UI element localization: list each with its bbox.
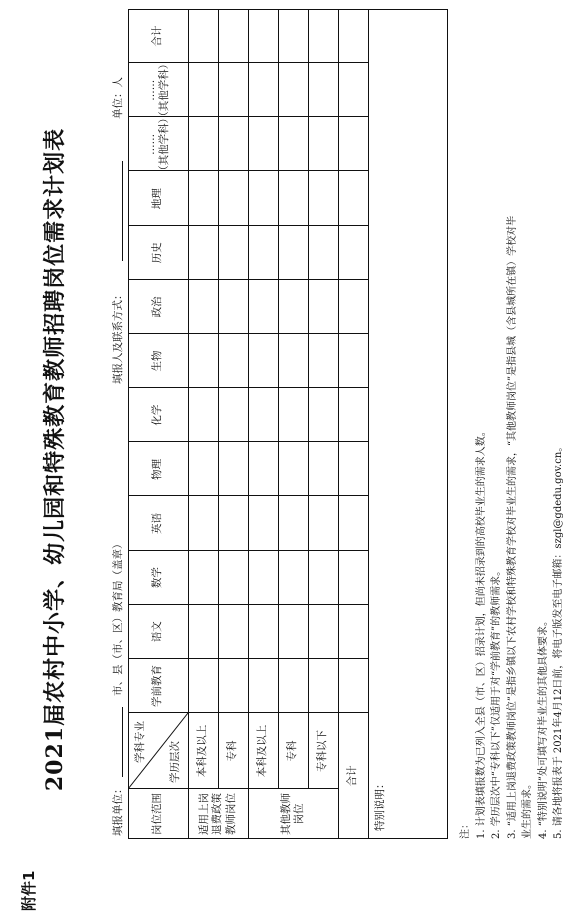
data-cell[interactable]: [338, 496, 368, 550]
header-subject: 化学: [151, 404, 164, 426]
data-cell[interactable]: [218, 659, 248, 713]
data-cell[interactable]: [188, 171, 218, 225]
data-cell[interactable]: [218, 334, 248, 388]
data-cell[interactable]: [278, 280, 308, 334]
data-cell[interactable]: [278, 605, 308, 659]
page-title: 2021届农村中小学、幼儿园和特殊教育教师招聘岗位需求计划表: [42, 127, 68, 792]
header-subject: 数学: [151, 567, 164, 589]
data-cell[interactable]: [308, 171, 338, 225]
level-label: 专科: [286, 740, 299, 762]
data-cell[interactable]: [188, 117, 218, 171]
data-cell[interactable]: [338, 605, 368, 659]
data-cell[interactable]: [218, 605, 248, 659]
header-subject: 历史: [151, 242, 164, 264]
data-cell[interactable]: [188, 280, 218, 334]
total-label: 合计: [346, 765, 359, 787]
header-subject: 地理: [151, 188, 164, 210]
header-subject: 生物: [151, 350, 164, 372]
header-scope: 岗位范围: [151, 793, 164, 835]
demand-table: [128, 9, 448, 839]
data-cell[interactable]: [278, 63, 308, 117]
note-item: 2. 学历层次中“专科以下”仅适用于对“学前教育”的教师需求。: [491, 565, 502, 839]
contact-blank[interactable]: [122, 161, 123, 261]
data-cell[interactable]: [188, 334, 218, 388]
data-cell[interactable]: [248, 226, 278, 280]
note-item: 3. “适用上岗退费政策教师岗位”是指乡镇以下农村学校和特殊教育学校对毕业生的需求，“其他教师岗位”是指县城（含县城所在镇）学校对毕: [506, 215, 518, 839]
data-cell[interactable]: [248, 334, 278, 388]
data-cell[interactable]: [218, 388, 248, 442]
data-cell[interactable]: [338, 9, 368, 63]
unit-label: 单位：人: [112, 77, 124, 119]
header-subject: …… （其他学科）: [144, 58, 170, 122]
header-subject: 合计: [151, 25, 164, 47]
data-cell[interactable]: [338, 334, 368, 388]
data-cell[interactable]: [308, 496, 338, 550]
data-cell[interactable]: [218, 442, 248, 496]
data-cell[interactable]: [308, 63, 338, 117]
data-cell[interactable]: [188, 659, 218, 713]
data-cell[interactable]: [248, 605, 278, 659]
header-subject: …… （其他学科）: [144, 112, 170, 176]
data-cell[interactable]: [338, 280, 368, 334]
header-subject: 语文: [151, 621, 164, 643]
data-cell[interactable]: [248, 63, 278, 117]
data-cell[interactable]: [338, 442, 368, 496]
data-cell[interactable]: [188, 388, 218, 442]
level-label: 本科及以上: [196, 724, 209, 778]
data-cell[interactable]: [188, 442, 218, 496]
data-cell[interactable]: [218, 9, 248, 63]
data-cell[interactable]: [278, 9, 308, 63]
fill-unit-label: 填报单位：: [112, 783, 124, 836]
header-subject: 物理: [151, 458, 164, 480]
header-level-label: 学历层次: [168, 741, 181, 783]
data-cell[interactable]: [308, 388, 338, 442]
header-subject: 英语: [151, 512, 164, 534]
data-cell[interactable]: [248, 388, 278, 442]
level-label: 本科及以上: [256, 724, 269, 778]
note-item: 5. 请各地将报表于 2021年4月12日前，将电子版发至电子邮箱：szgl@gdedu.gov.cn。: [553, 441, 564, 839]
data-cell[interactable]: [188, 9, 218, 63]
header-subject: 学前教育: [151, 664, 164, 707]
data-cell[interactable]: [308, 117, 338, 171]
data-cell[interactable]: [278, 388, 308, 442]
data-cell[interactable]: [278, 659, 308, 713]
data-cell[interactable]: [218, 63, 248, 117]
group-label: 适用上岗退费政策教师岗位: [198, 793, 237, 835]
data-cell[interactable]: [338, 551, 368, 605]
data-cell[interactable]: [338, 117, 368, 171]
data-cell[interactable]: [248, 496, 278, 550]
data-cell[interactable]: [308, 442, 338, 496]
level-label: 专科以下: [316, 730, 329, 772]
data-cell[interactable]: [278, 117, 308, 171]
data-cell[interactable]: [338, 226, 368, 280]
header-subject-label: 学科专业: [134, 721, 146, 763]
data-cell[interactable]: [308, 605, 338, 659]
note-item: 业生的需求。: [522, 779, 533, 839]
note-item: 1. 计划表填报数为已列入全县（市、区）招录计划，但尚未招录到的高校毕业生的需求人数。: [475, 426, 487, 839]
data-cell[interactable]: [248, 171, 278, 225]
fill-unit-blank[interactable]: [122, 707, 123, 777]
data-cell[interactable]: [188, 496, 218, 550]
data-cell[interactable]: [308, 551, 338, 605]
data-cell[interactable]: [248, 551, 278, 605]
contact-label: 填报人及联系方式：: [112, 289, 124, 384]
data-cell[interactable]: [338, 63, 368, 117]
data-cell[interactable]: [278, 551, 308, 605]
notes-section: [458, 216, 567, 839]
data-cell[interactable]: [188, 551, 218, 605]
data-cell[interactable]: [308, 280, 338, 334]
data-cell[interactable]: [218, 551, 248, 605]
data-cell[interactable]: [218, 226, 248, 280]
data-cell[interactable]: [248, 659, 278, 713]
data-cell[interactable]: [308, 226, 338, 280]
data-cell[interactable]: [218, 496, 248, 550]
group-label: 其他教师岗位: [279, 793, 305, 835]
data-cell[interactable]: [278, 496, 308, 550]
data-cell[interactable]: [338, 388, 368, 442]
header-diagonal: [128, 713, 188, 789]
data-cell[interactable]: [308, 9, 338, 63]
level-label: 专科: [226, 740, 239, 762]
header-subject: 政治: [151, 296, 164, 318]
data-cell[interactable]: [248, 9, 278, 63]
data-cell[interactable]: [338, 171, 368, 225]
data-cell[interactable]: [338, 659, 368, 713]
data-cell[interactable]: [218, 171, 248, 225]
data-cell[interactable]: [248, 280, 278, 334]
data-cell[interactable]: [218, 280, 248, 334]
note-item: 4. “特别说明”处可填写对毕业生的其他具体要求。: [537, 616, 549, 839]
fill-unit-suffix: 市、县（市、区）教育局（盖章）: [112, 538, 124, 696]
data-cell[interactable]: [278, 226, 308, 280]
data-cell[interactable]: [308, 334, 338, 388]
data-cell[interactable]: [248, 442, 278, 496]
data-cell[interactable]: [308, 659, 338, 713]
attachment-label: 附件1: [20, 870, 38, 911]
data-cell[interactable]: [278, 334, 308, 388]
data-cell[interactable]: [218, 117, 248, 171]
data-cell[interactable]: [188, 605, 218, 659]
data-cell[interactable]: [278, 442, 308, 496]
data-cell[interactable]: [188, 226, 218, 280]
data-cell[interactable]: [248, 117, 278, 171]
data-cell[interactable]: [278, 171, 308, 225]
notes-label: 注：: [460, 819, 471, 839]
data-cell[interactable]: [188, 63, 218, 117]
special-note[interactable]: 特别说明：: [374, 778, 386, 831]
